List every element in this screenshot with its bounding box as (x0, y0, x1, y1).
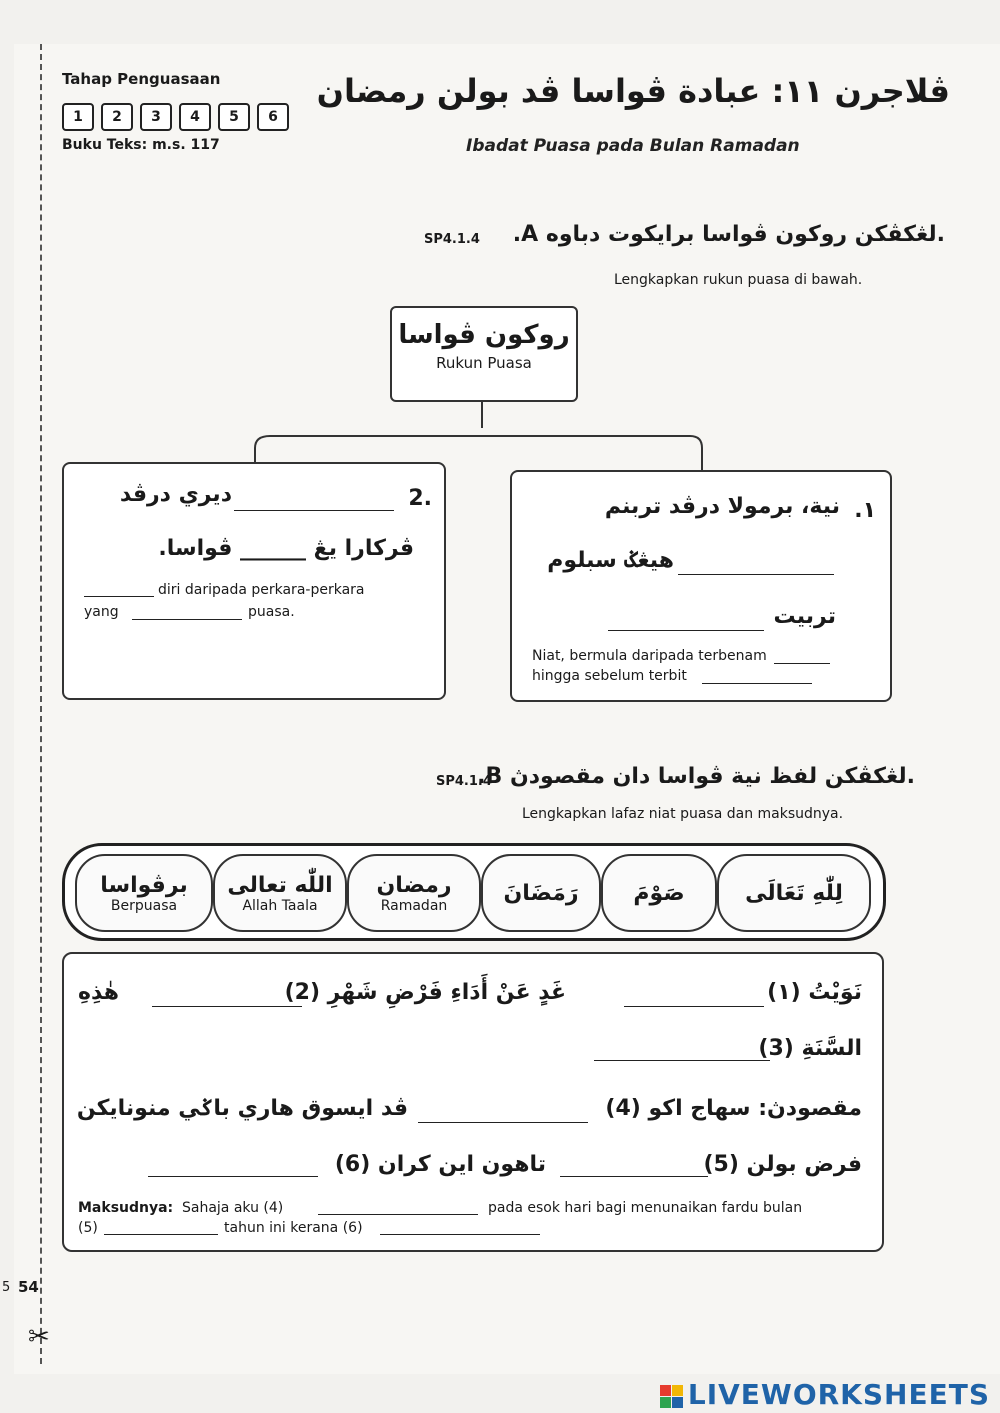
maksud-l3-b: ڤد ايسوق هاري باݢي منونايكن (76, 1096, 408, 1121)
word-jawi: لِلّٰهِ تَعَالَى (745, 880, 843, 906)
rukun-root-malay: Rukun Puasa (436, 354, 532, 372)
maksud-2b: tahun ini kerana (6) (224, 1220, 363, 1236)
brand-grid-icon (660, 1384, 684, 1408)
page-title-jawi: ڤلاجرن ١١: عبادة ڤواسا ڤد بولن رمضان (316, 72, 950, 110)
answer-blank[interactable] (152, 1006, 302, 1007)
page-title-malay: Ibadat Puasa pada Bulan Ramadan (466, 136, 800, 156)
maksud-label: Maksudnya: (78, 1200, 174, 1216)
item1-number: .١ (854, 498, 876, 523)
maksud-2a: (5) (78, 1220, 98, 1236)
maksud-l3-a: مقصودڽ: سهاج اکو (4) (605, 1096, 862, 1121)
answer-blank[interactable] (318, 1214, 478, 1215)
answer-blank[interactable] (234, 510, 394, 511)
item2-ms-line2b: puasa. (248, 604, 295, 620)
word-jawi: رمضان (376, 872, 452, 898)
textbook-ref: Buku Teks: m.s. 117 (62, 137, 220, 153)
word-bank-item[interactable] (717, 854, 871, 932)
section-b-heading: .B لڠكڤكن لفظ نية ڤواسا دان مقصودڽ. (477, 764, 915, 789)
answer-blank[interactable] (560, 1176, 708, 1177)
page-side-number: 5 (2, 1280, 11, 1295)
word-bank-item[interactable] (347, 854, 481, 932)
answer-blank[interactable] (702, 683, 812, 684)
rukun-item-2-box (62, 462, 446, 700)
item2-line2-jawi: ڤركارا يڠ ______ ڤواسا. (158, 536, 414, 561)
item1-ms-line1: Niat, bermula daripada terbenam (532, 648, 767, 664)
niat-l1-a: نَوَيْتُ (١) (767, 980, 862, 1005)
rukun-item-1-box (510, 470, 892, 702)
item1-line1-jawi: نية، برمولا درڤد تربنم (604, 494, 840, 519)
niat-l1-b: غَدٍ عَنْ أَدَاءِ فَرْضِ شَهْرِ (2) (284, 980, 566, 1005)
maksud-l4-b: تاهون اين كران (6) (334, 1152, 546, 1177)
word-malay: Allah Taala (242, 897, 318, 914)
brand-name: LIVEWORKSHEETS (687, 1378, 990, 1411)
connector-path (255, 398, 702, 470)
level-box: 3 (140, 103, 172, 131)
section-b-instruction: Lengkapkan lafaz niat puasa dan maksudnya. (522, 806, 844, 822)
niat-box (62, 952, 884, 1252)
answer-blank[interactable] (380, 1234, 540, 1235)
word-jawi: رَمَضَانَ (503, 880, 579, 906)
word-malay: Berpuasa (110, 897, 178, 914)
page-number: 54 (18, 1278, 39, 1296)
tahap-label: Tahap Penguasaan (62, 70, 221, 88)
level-box: 4 (179, 103, 211, 131)
answer-blank[interactable] (104, 1234, 218, 1235)
niat-l2: السَّنَةِ (3) (758, 1036, 862, 1061)
word-bank-item[interactable] (213, 854, 347, 932)
level-box: 1 (62, 103, 94, 131)
scissors-icon: ✂ (28, 1322, 50, 1352)
item2-ms-line1: diri daripada perkara-perkara (158, 582, 365, 598)
liveworksheets-logo (660, 1378, 990, 1411)
section-a-instruction: Lengkapkan rukun puasa di bawah. (614, 272, 863, 288)
section-b-code: SP4.1.4 (436, 774, 492, 789)
answer-blank[interactable] (418, 1122, 588, 1123)
word-jawi: صَوْمَ (633, 880, 685, 906)
answer-blank[interactable] (678, 574, 834, 575)
level-box: 6 (257, 103, 289, 131)
item1-line2-jawi: هيڠݢ سبلوم (547, 548, 674, 573)
answer-blank[interactable] (132, 619, 242, 620)
section-a-heading: .A لڠكڤكن روكون ڤواسا برايكوت دباوه. (512, 222, 945, 247)
item1-ms-line2: hingga sebelum terbit (532, 668, 687, 684)
word-bank-item[interactable] (75, 854, 213, 932)
rukun-root-box (390, 306, 578, 402)
word-jawi: برڤواسا (100, 872, 188, 898)
answer-blank[interactable] (84, 596, 154, 597)
word-bank (62, 843, 886, 941)
answer-blank[interactable] (608, 630, 764, 631)
answer-blank[interactable] (148, 1176, 318, 1177)
word-bank-item[interactable] (601, 854, 717, 932)
maksud-1a: Sahaja aku (4) (182, 1200, 284, 1216)
level-box: 2 (101, 103, 133, 131)
rukun-root-jawi: روكون ڤواسا (398, 320, 570, 350)
answer-blank[interactable] (774, 663, 830, 664)
item2-line1-jawi: ديري درڤد (119, 482, 232, 507)
item2-number: 2. (408, 486, 432, 511)
answer-blank[interactable] (624, 1006, 764, 1007)
word-bank-item[interactable] (481, 854, 601, 932)
maksud-l4-a: فرض بولن (5) (703, 1152, 862, 1177)
item2-ms-line2a: yang (84, 604, 119, 620)
niat-l1-c: هٰذِهِ (78, 980, 119, 1005)
item1-line3-jawi: تربيت (773, 604, 836, 629)
maksud-1b: pada esok hari bagi menunaikan fardu bulan (488, 1200, 803, 1216)
section-a-code: SP4.1.4 (424, 232, 480, 247)
answer-blank[interactable] (594, 1060, 770, 1061)
level-box: 5 (218, 103, 250, 131)
word-malay: Ramadan (380, 897, 448, 914)
tree-connectors (0, 0, 1000, 480)
word-jawi: اللّٰه تعالى (227, 872, 333, 898)
